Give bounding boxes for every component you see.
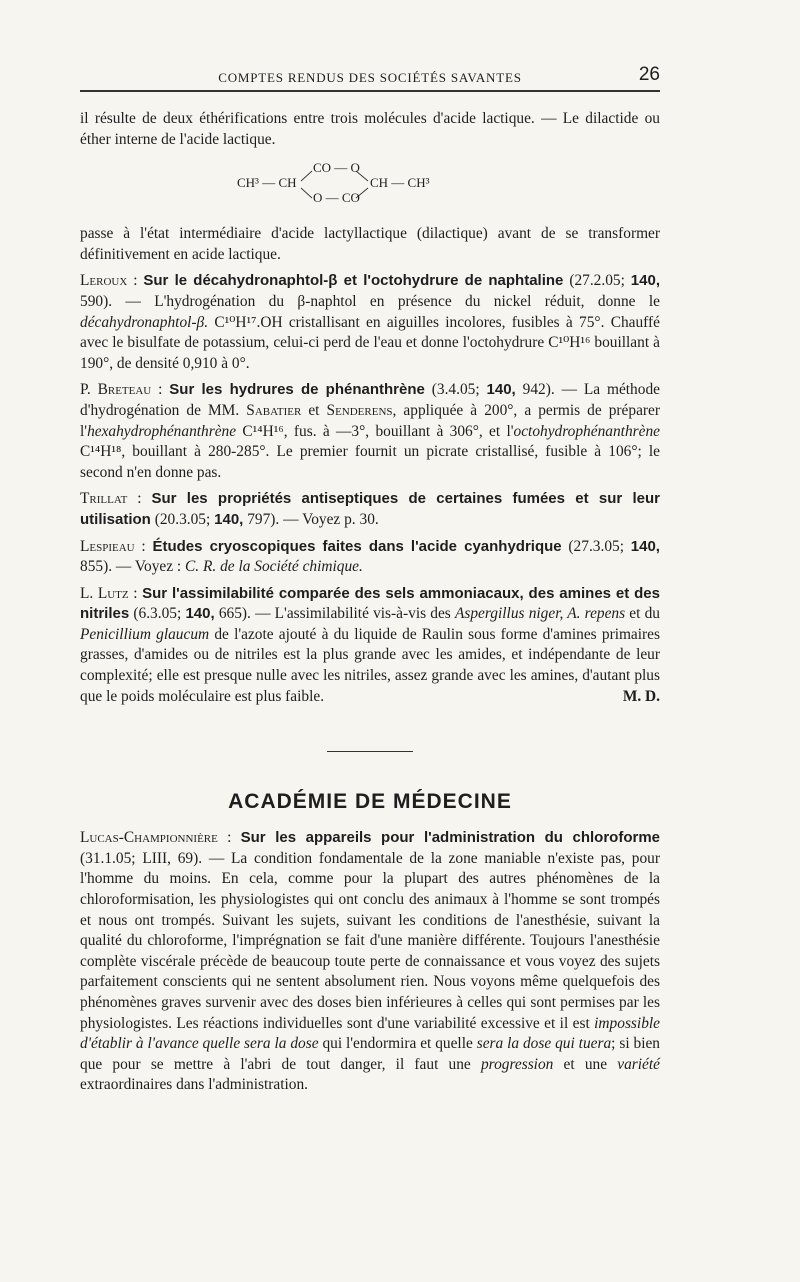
body-text: C¹⁰H¹⁷.OH cristallisant en aiguilles incolores, fusibles à 75°. Chauffé avec le bisulfate de potassium, celui-ci perd de l'eau et donne l'octohydrure C¹⁰H¹⁶ bouillant à 190°, de densité 0,910 à 0°. xyxy=(80,313,660,372)
body-text: C¹⁴H¹⁸, bouillant à 280-285°. Le premier fournit un picrate cristallisé, fusible à 106°; le second n'en donne pas. xyxy=(80,443,660,481)
italic-text: impossible d'établir à l'avance quelle sera la dose xyxy=(80,1014,660,1053)
body-text: qui l'endormira et quelle xyxy=(318,1035,477,1053)
entry-date: (6.3.05; xyxy=(133,605,182,623)
entry-author: P. Breteau xyxy=(80,381,152,399)
journal-title: COMPTES RENDUS DES SOCIÉTÉS SAVANTES xyxy=(218,70,522,85)
academy-entry: Lucas-Championnière : Sur les appareils pour l'administration du chloroforme (31.1.05; LIII, 69). — La condition fondamentale de la zone maniable n'existe pas, pour l'homme du moins. En cela, comme pour la plupart des autres phénomènes de la chloroformisation, les physiologistes qui ont conclu des animaux à l'homme se sont trompés et nous ont trompés. Suivant les sujets, suivant les conditions de l'anesthésie, suivant la qualité du chloroforme, l'imprégnation se fait d'une manière différente. Toujours l'anesthésie complète viscérale précède de beaucoup toute perte de connaissance et vous voyez des sujets parfaitement conscients qui ne sentent absolument rien. Nous voyons même quelquefois des phénomènes graves survenir avec des doses bien inférieures à celles qui sont permises par les physiologistes. Les réactions individuelles sont d'une variabilité excessive et il est impossible d'établir à l'avance quelle sera la dose qui l'endormira et quelle sera la dose qui tuera; si bien que pour se mettre à l'abri de tout danger, il faut une progression et une variété extraordinaires dans l'administration. xyxy=(80,829,661,1094)
body-text: C¹⁴H¹⁶, fus. à —3°, bouillant à 306°, et l' xyxy=(236,422,514,440)
continuation-paragraph: passe à l'état intermédiaire d'acide lactyllactique (dilactique) avant de se transformer définitivement en acide lactique. xyxy=(80,225,660,263)
abstract-entry: Trillat : Sur les propriétés antiseptiques de certaines fumées et sur leur utilisation (20.3.05; 140, 797). — Voyez p. 30. xyxy=(80,490,660,528)
body-text: — Voyez p. 30. xyxy=(279,510,379,528)
body-text: et xyxy=(301,401,327,419)
entry-date: (27.3.05; xyxy=(568,537,624,555)
body-text: — La condition fondamentale de la zone maniable n'existe pas, pour l'homme du moins. En cela, comme pour la plupart des autres phénomènes de la chloroformisation, les physiologistes qui ont conclu des animaux à l'homme se sont trompés et nous ont trompés. Suivant les sujets, suivant les conditions de l'anesthésie, suivant la qualité du chloroforme, l'imprégnation se fait d'une manière différente. Toujours l'anesthésie complète viscérale précède de beaucoup toute perte de connaissance et vous voyez des sujets parfaitement conscients qui ne sentent absolument rien. Nous voyons même quelquefois des phénomènes graves survenir avec des doses bien inférieures à celles qui sont permises par les physiologistes. Les réactions individuelles sont d'une variabilité excessive et il est xyxy=(80,849,661,1032)
italic-text: progression xyxy=(480,1055,554,1073)
entry-title: Sur les hydrures de phénanthrène xyxy=(169,381,425,399)
entry-author: Lespieau xyxy=(80,537,135,555)
abstract-entry: Lespieau : Études cryoscopiques faites dans l'acide cyanhydrique (27.3.05; 140, 855). — Voyez : C. R. de la Société chimique. xyxy=(80,537,660,576)
entry-volume: 140, xyxy=(630,537,660,555)
entry-volume: 140, xyxy=(214,510,244,528)
entry-title: Sur l'assimilabilité comparée des sels ammoniacaux, des amines et des nitriles xyxy=(80,584,660,623)
body-text: ; si bien que pour se mettre à l'abri de tout danger, il faut une xyxy=(80,1035,660,1073)
entry-author: Lucas-Championnière xyxy=(80,829,218,847)
entry-author: Trillat xyxy=(80,490,128,508)
entry-author: L. Lutz xyxy=(80,584,129,602)
body-text: — Voyez : xyxy=(112,558,186,576)
italic-text: Aspergillus niger, A. repens xyxy=(454,605,626,623)
body-text: , appliquée à 200°, a permis de préparer l' xyxy=(80,401,660,440)
running-header xyxy=(80,60,660,92)
entry-title: Sur les propriétés antiseptiques de certaines fumées et sur leur utilisation xyxy=(80,490,660,528)
entry-volume: 140, xyxy=(185,605,215,623)
body-text: et du xyxy=(625,605,660,623)
entry-page: 665). xyxy=(218,605,251,623)
entry-page: 942). xyxy=(522,381,555,399)
entry-date: (20.3.05; xyxy=(154,510,211,528)
author-signature: M. D. xyxy=(622,687,660,705)
entry-volume: 140, xyxy=(486,381,516,399)
entry-date: (27.2.05; xyxy=(569,272,625,290)
italic-text: hexahydrophénanthrène xyxy=(87,422,237,440)
italic-text: décahydronaphtol-β. xyxy=(80,313,209,331)
entry-title: Études cryoscopiques faites dans l'acide cyanhydrique xyxy=(152,537,562,555)
body-text: — L'assimilabilité vis-à-vis des xyxy=(250,605,455,623)
dilactide-formula xyxy=(80,150,660,224)
body-text: — La méthode d'hydrogénation de MM. xyxy=(80,381,660,419)
body-text: et une xyxy=(553,1055,618,1073)
page-number: 26 xyxy=(638,64,660,85)
body-text: de l'azote ajouté à du liquide de Raulin sous forme d'amines primaires grasses, d'amides ou de nitriles est la plus grande avec les amides, et indépendante de leur complexité; elle est presque nulle avec les nitriles, assez grande avec les amines, d'autant plus que le poids moléculaire est plus faible. xyxy=(80,625,660,705)
italic-text: variété xyxy=(617,1055,660,1073)
abstract-entry: Leroux : Sur le décahydronaphtol-β et l'octohydrure de naphtaline (27.2.05; 140, 590). — L'hydrogénation du β-naphtol en présence du nickel réduit, donne le décahydronaphtol-β. C¹⁰H¹⁷.OH cristallisant en aiguilles incolores, fusibles à 75°. Chauffé avec le bisulfate de potassium, celui-ci perd de l'eau et donne l'octohydrure C¹⁰H¹⁶ bouillant à 190°, de densité 0,910 à 0°. xyxy=(80,272,660,372)
italic-text: sera la dose qui tuera xyxy=(476,1035,612,1053)
body-text: — L'hydrogénation du β-naphtol en présence du nickel réduit, donne le xyxy=(112,292,660,310)
entry-date: (31.1.05; LIII, 69). xyxy=(80,849,203,867)
page xyxy=(80,60,660,1096)
intro-paragraph: il résulte de deux éthérifications entre trois molécules d'acide lactique. — Le dilactide ou éther interne de l'acide lactique. xyxy=(80,110,660,148)
italic-text: octohydrophénanthrène xyxy=(513,422,660,440)
abstract-entry: P. Breteau : Sur les hydrures de phénanthrène (3.4.05; 140, 942). — La méthode d'hydrogénation de MM. Sabatier et Senderens, appliquée à 200°, a permis de préparer l'hexahydrophénanthrène C¹⁴H¹⁶, fus. à —3°, bouillant à 306°, et l'octohydrophénanthrène C¹⁴H¹⁸, bouillant à 280-285°. Le premier fournit un picrate cristallisé, fusible à 106°; le second n'en donne pas. xyxy=(80,381,660,481)
section-divider xyxy=(327,751,413,752)
formula-bottom: O — CO xyxy=(313,190,360,206)
entry-volume: 140, xyxy=(630,272,660,290)
section-title: ACADÉMIE DE MÉDECINE xyxy=(228,790,512,814)
abstract-entry: L. Lutz : Sur l'assimilabilité comparée des sels ammoniacaux, des amines et des nitriles (6.3.05; 140, 665). — L'assimilabilité vis-à-vis des Aspergillus niger, A. repens et du Penicillium glaucum de l'azote ajouté à du liquide de Raulin sous forme d'amines primaires grasses, d'amides ou de nitriles est la plus grande avec les amides, et indépendante de leur complexité; elle est presque nulle avec les nitriles, assez grande avec les amines, d'autant plus que le poids moléculaire est plus faible. M. D. xyxy=(80,584,660,708)
small-caps-name: Senderens xyxy=(326,401,393,419)
entry-page: 590). xyxy=(80,292,113,310)
formula-right: CH — CH³ xyxy=(370,175,430,191)
entry-title: Sur le décahydronaphtol-β et l'octohydrure de naphtaline xyxy=(143,272,564,290)
entry-page: 855). xyxy=(80,558,113,576)
italic-text: C. R. de la Société chimique. xyxy=(185,558,363,576)
entry-author: Leroux xyxy=(80,272,128,290)
abstract-entries xyxy=(80,271,660,707)
formula-top: CO — O xyxy=(313,160,360,176)
entry-title: Sur les appareils pour l'administration du chloroforme xyxy=(240,829,660,847)
formula-left: CH³ — CH xyxy=(237,175,297,191)
entry-date: (3.4.05; xyxy=(431,381,480,399)
small-caps-name: Sabatier xyxy=(246,401,302,419)
italic-text: Penicillium glaucum xyxy=(80,625,210,643)
body-text: extraordinaires dans l'administration. xyxy=(80,1076,309,1094)
entry-page: 797). xyxy=(247,510,280,528)
